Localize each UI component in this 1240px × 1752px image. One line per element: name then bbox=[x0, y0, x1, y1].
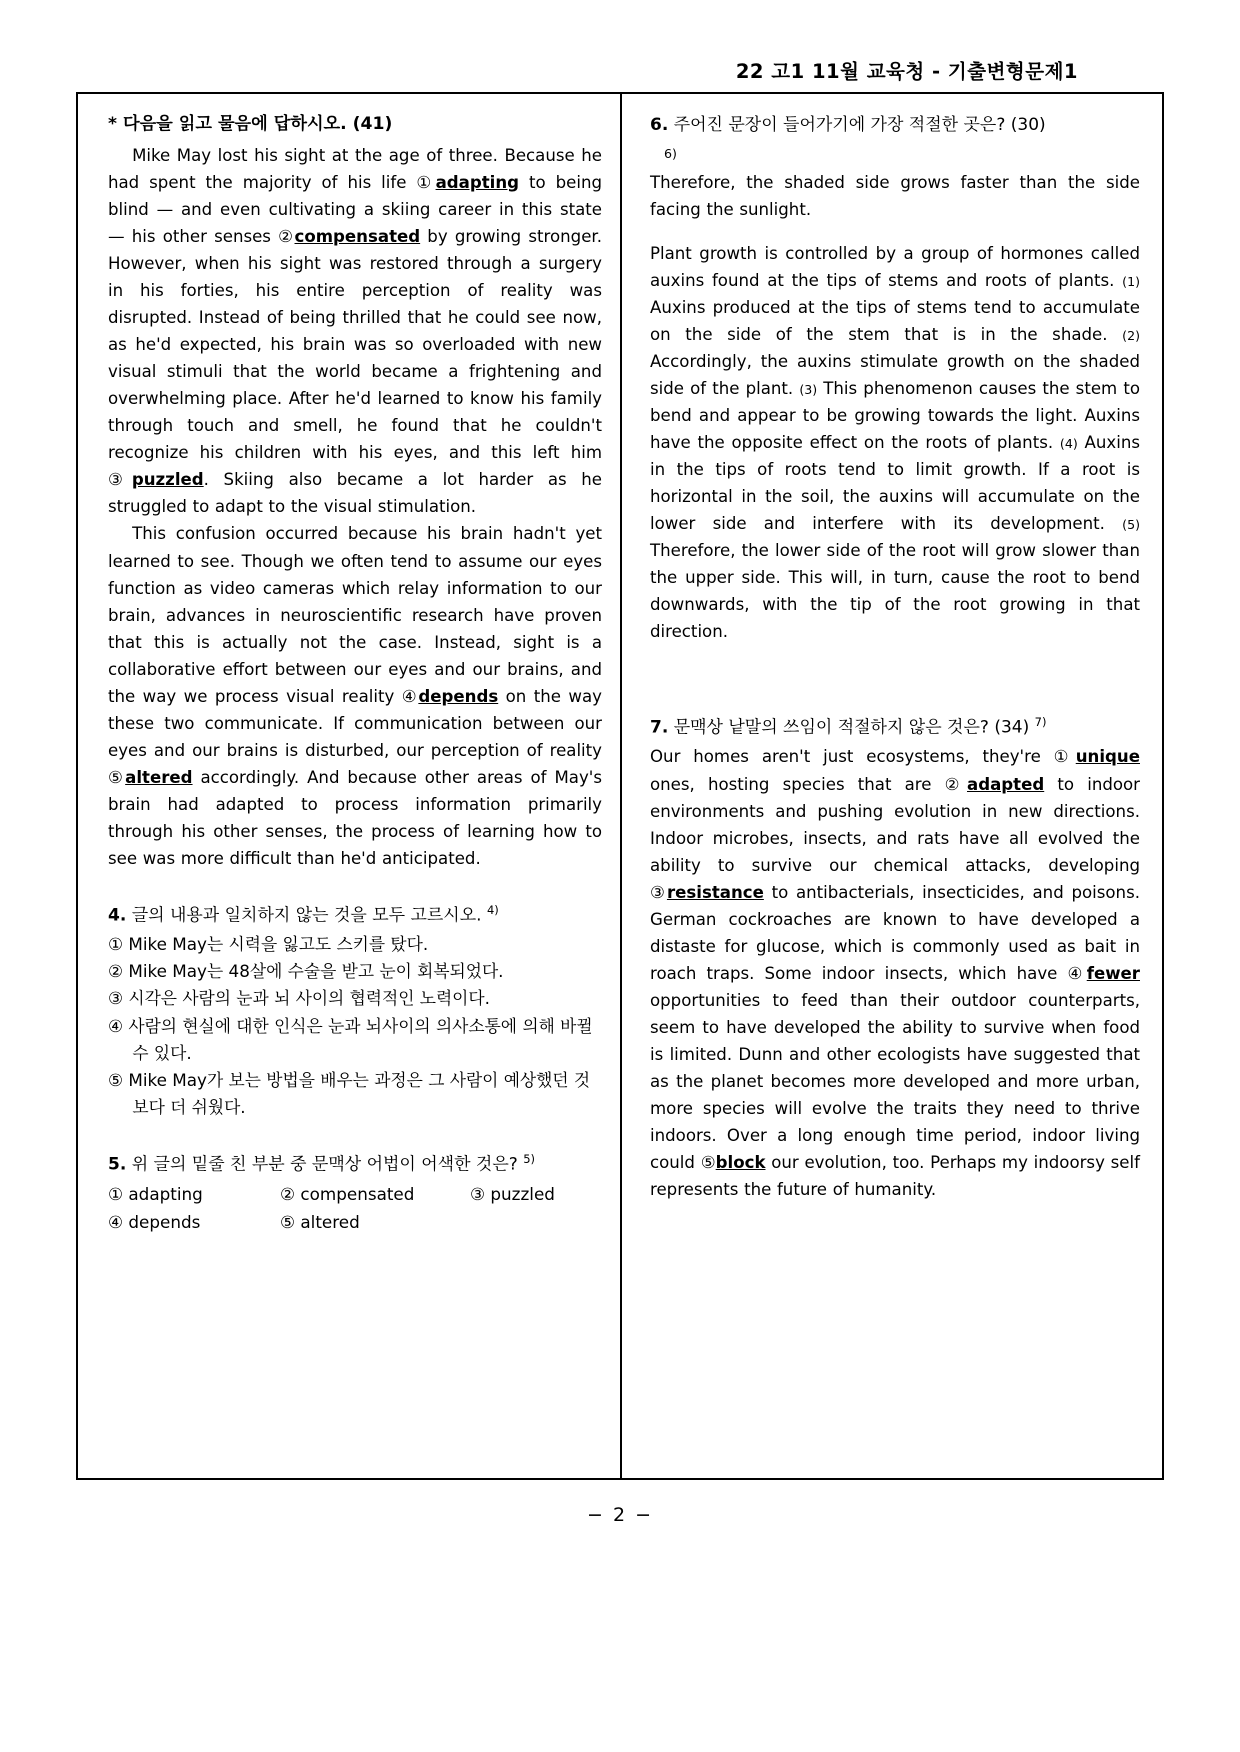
passage-text: Accordingly, the auxins stimulate growth on the shaded side of the plant. bbox=[650, 351, 1140, 399]
passage-text: Mike May lost his sight at the age of three. Because he had spent the majority of his life bbox=[108, 145, 602, 192]
passage-text: Auxins in the tips of roots tend to limit growth. If a root is horizontal in the soil, the auxins will accumulate on the lower side and interfere with its development. bbox=[650, 433, 1140, 534]
marker-1-word: adapting bbox=[435, 172, 520, 192]
marker-3-number: ③ bbox=[650, 882, 667, 902]
passage-text: accordingly. And because other areas of May's brain had adapted to process information primarily through his other senses, the process of learning how to see was more difficult than he'd anticipated. bbox=[108, 767, 602, 869]
choice-item[interactable]: ⑤ altered bbox=[280, 1211, 360, 1232]
choices-row bbox=[108, 1181, 602, 1208]
insert-marker-2[interactable]: (2) bbox=[1122, 327, 1140, 343]
marker-1-number: ① bbox=[416, 172, 436, 192]
left-column bbox=[78, 94, 620, 1478]
marker-5-number: ⑤ bbox=[700, 1153, 716, 1173]
passage-text: Auxins produced at the tips of stems tend to accumulate on the side of the stem that is in the shade. bbox=[650, 297, 1140, 344]
question-5-prompt bbox=[108, 1151, 602, 1178]
question-6-given-sentence: Therefore, the shaded side grows faster than the side facing the sunlight. bbox=[650, 172, 1140, 219]
question-5-number: 5. bbox=[108, 1155, 127, 1176]
choice-item[interactable]: ⑤ Mike May가 보는 방법을 배우는 과정은 그 사람이 예상했던 것보다 더 쉬웠다. bbox=[108, 1070, 591, 1118]
passage-1-paragraph-2 bbox=[108, 520, 602, 872]
marker-4-number: ④ bbox=[1067, 963, 1087, 983]
marker-2-word: compensated bbox=[294, 226, 421, 246]
marker-4-word: depends bbox=[418, 686, 499, 706]
choice-item[interactable]: ① adapting bbox=[108, 1184, 203, 1205]
question-4-text: 글의 내용과 일치하지 않는 것을 모두 고르시오. bbox=[131, 905, 482, 926]
spacer bbox=[650, 645, 1140, 697]
marker-2-word: adapted bbox=[967, 774, 1045, 794]
right-column bbox=[620, 94, 1162, 1478]
columns-container bbox=[78, 94, 1162, 1478]
passage-text: This phenomenon causes the stem to bend and appear to be growing towards the light. Auxins have the opposite effect on the roots of plants. bbox=[650, 379, 1140, 453]
question-7-footnote: 7) bbox=[1034, 715, 1047, 730]
choice-item[interactable]: ③ puzzled bbox=[470, 1184, 555, 1205]
passage-1-paragraph-1 bbox=[108, 142, 602, 521]
marker-4-number: ④ bbox=[401, 686, 419, 706]
question-6-prompt bbox=[650, 112, 1140, 138]
passage-text: Plant growth is controlled by a group of hormones called auxins found at the tips of stems and roots of plants. bbox=[650, 243, 1140, 290]
spacer bbox=[650, 697, 1140, 714]
choice-item[interactable]: ④ 사람의 현실에 대한 인식은 눈과 뇌사이의 의사소통에 의해 바뀔 수 있다. bbox=[108, 1015, 593, 1063]
insert-marker-4[interactable]: (4) bbox=[1059, 436, 1078, 452]
question-6-number: 6. bbox=[650, 115, 669, 135]
reading-directive: * 다음을 읽고 물음에 답하시오. (41) bbox=[108, 114, 393, 134]
question-6-footnote: 6) bbox=[664, 146, 677, 162]
question-4-footnote: 4) bbox=[486, 903, 499, 918]
marker-3-number: ③ bbox=[108, 470, 132, 490]
question-7-passage bbox=[650, 743, 1140, 1203]
question-4-choices bbox=[108, 931, 602, 1121]
question-7-number: 7. bbox=[650, 718, 669, 739]
passage-text: ones, hosting species that are bbox=[650, 774, 945, 794]
marker-3-word: puzzled bbox=[131, 470, 204, 490]
passage-text: to indoor environments and pushing evolution in new directions. Indoor microbes, insects, and rats have all evolved the ability to survive our chemical attacks, developing bbox=[650, 774, 1140, 875]
page-footer: − 2 − bbox=[586, 1504, 653, 1526]
passage-text: . Skiing also became a lot harder as he struggled to adapt to the visual stimulation. bbox=[108, 470, 602, 517]
passage-text: opportunities to feed than their outdoor counterparts, seem to have developed the ability to survive when food is limited. Dunn and other ecologists have suggested that as the planet becomes more developed and more urban, more species will evolve the traits they need to thrive indoors. Over a long enough time period, indoor living could bbox=[650, 990, 1140, 1173]
passage-text: by growing stronger. However, when his sight was restored through a surgery in his forties, his entire perception of reality was disrupted. Instead of being thrilled that he could see now, as he'd expected, his brain was so overloaded with new visual stimuli that the world became a frightening and overwhelming place. After he'd learned to know his family through touch and smell, he found that he couldn't recognize his children with his eyes, and this left him bbox=[108, 226, 602, 463]
insert-marker-5[interactable]: (5) bbox=[1122, 517, 1140, 533]
choice-item[interactable]: ② Mike May는 48살에 수술을 받고 눈이 회복되었다. bbox=[108, 961, 504, 982]
question-7-text: 문맥상 낱말의 쓰임이 적절하지 않은 것은? (34) bbox=[673, 718, 1030, 739]
spacer bbox=[108, 1121, 602, 1151]
marker-2-number: ② bbox=[944, 774, 967, 794]
spacer bbox=[108, 872, 602, 902]
question-4-number: 4. bbox=[108, 905, 127, 926]
passage-text: This confusion occurred because his brain hadn't yet learned to see. Though we often tend to assume our eyes function as video cameras which relay information to our brain, advances in neuroscientific research have proven that this is actually not the case. Instead, sight is a collaborative effort between our eyes and our brains, and the way we process visual reality bbox=[108, 524, 602, 706]
passage-text: to being blind — and even cultivating a skiing career in this state — his other senses bbox=[108, 172, 602, 246]
insert-marker-1[interactable]: (1) bbox=[1122, 273, 1140, 289]
marker-4-word: fewer bbox=[1086, 963, 1140, 983]
marker-1-word: unique bbox=[1075, 747, 1140, 767]
question-5-choices bbox=[108, 1181, 602, 1235]
passage-text: Our homes aren't just ecosystems, they're bbox=[650, 747, 1054, 767]
insert-marker-3[interactable]: (3) bbox=[799, 382, 818, 398]
passage-text: Therefore, the lower side of the root will grow slower than the upper side. This will, in turn, cause the root to bend downwards, with the tip of the root growing in that direction. bbox=[650, 541, 1140, 642]
choice-item[interactable]: ④ depends bbox=[108, 1211, 201, 1232]
marker-1-number: ① bbox=[1053, 747, 1076, 767]
choice-item[interactable]: ① Mike May는 시력을 잃고도 스키를 탔다. bbox=[108, 934, 429, 955]
marker-5-word: block bbox=[715, 1153, 766, 1173]
content-frame bbox=[76, 92, 1164, 1480]
marker-2-number: ② bbox=[278, 226, 295, 246]
question-6-footnote-line bbox=[650, 140, 1140, 166]
question-7-prompt bbox=[650, 714, 1140, 741]
choice-item[interactable]: ② compensated bbox=[280, 1184, 415, 1205]
question-5-text: 위 글의 밑줄 친 부분 중 문맥상 어법이 어색한 것은? bbox=[131, 1155, 518, 1176]
passage-text: to antibacterials, insecticides, and poisons. German cockroaches are known to have developed a distaste for glucose, which is commonly used as bait in roach traps. Some indoor insects, which have bbox=[650, 882, 1140, 983]
page-header: 22 고1 11월 교육청 - 기출변형문제1 bbox=[735, 60, 1078, 83]
marker-5-word: altered bbox=[125, 767, 193, 787]
marker-5-number: ⑤ bbox=[108, 767, 126, 787]
passage-text: on the way these two communicate. If communication between our eyes and our brains is disturbed, our perception of reality bbox=[108, 686, 602, 760]
question-6-passage bbox=[650, 240, 1140, 646]
question-6-text: 주어진 문장이 들어가기에 가장 적절한 곳은? (30) bbox=[673, 115, 1046, 135]
marker-3-word: resistance bbox=[666, 882, 764, 902]
choices-row bbox=[108, 1209, 602, 1236]
passage-text: our evolution, too. Perhaps my indoorsy self represents the future of humanity. bbox=[650, 1153, 1140, 1200]
question-4-prompt bbox=[108, 902, 602, 929]
question-5-footnote: 5) bbox=[523, 1152, 536, 1167]
choice-item[interactable]: ③ 시각은 사람의 눈과 뇌 사이의 협력적인 노력이다. bbox=[108, 988, 490, 1009]
spacer bbox=[650, 223, 1140, 240]
